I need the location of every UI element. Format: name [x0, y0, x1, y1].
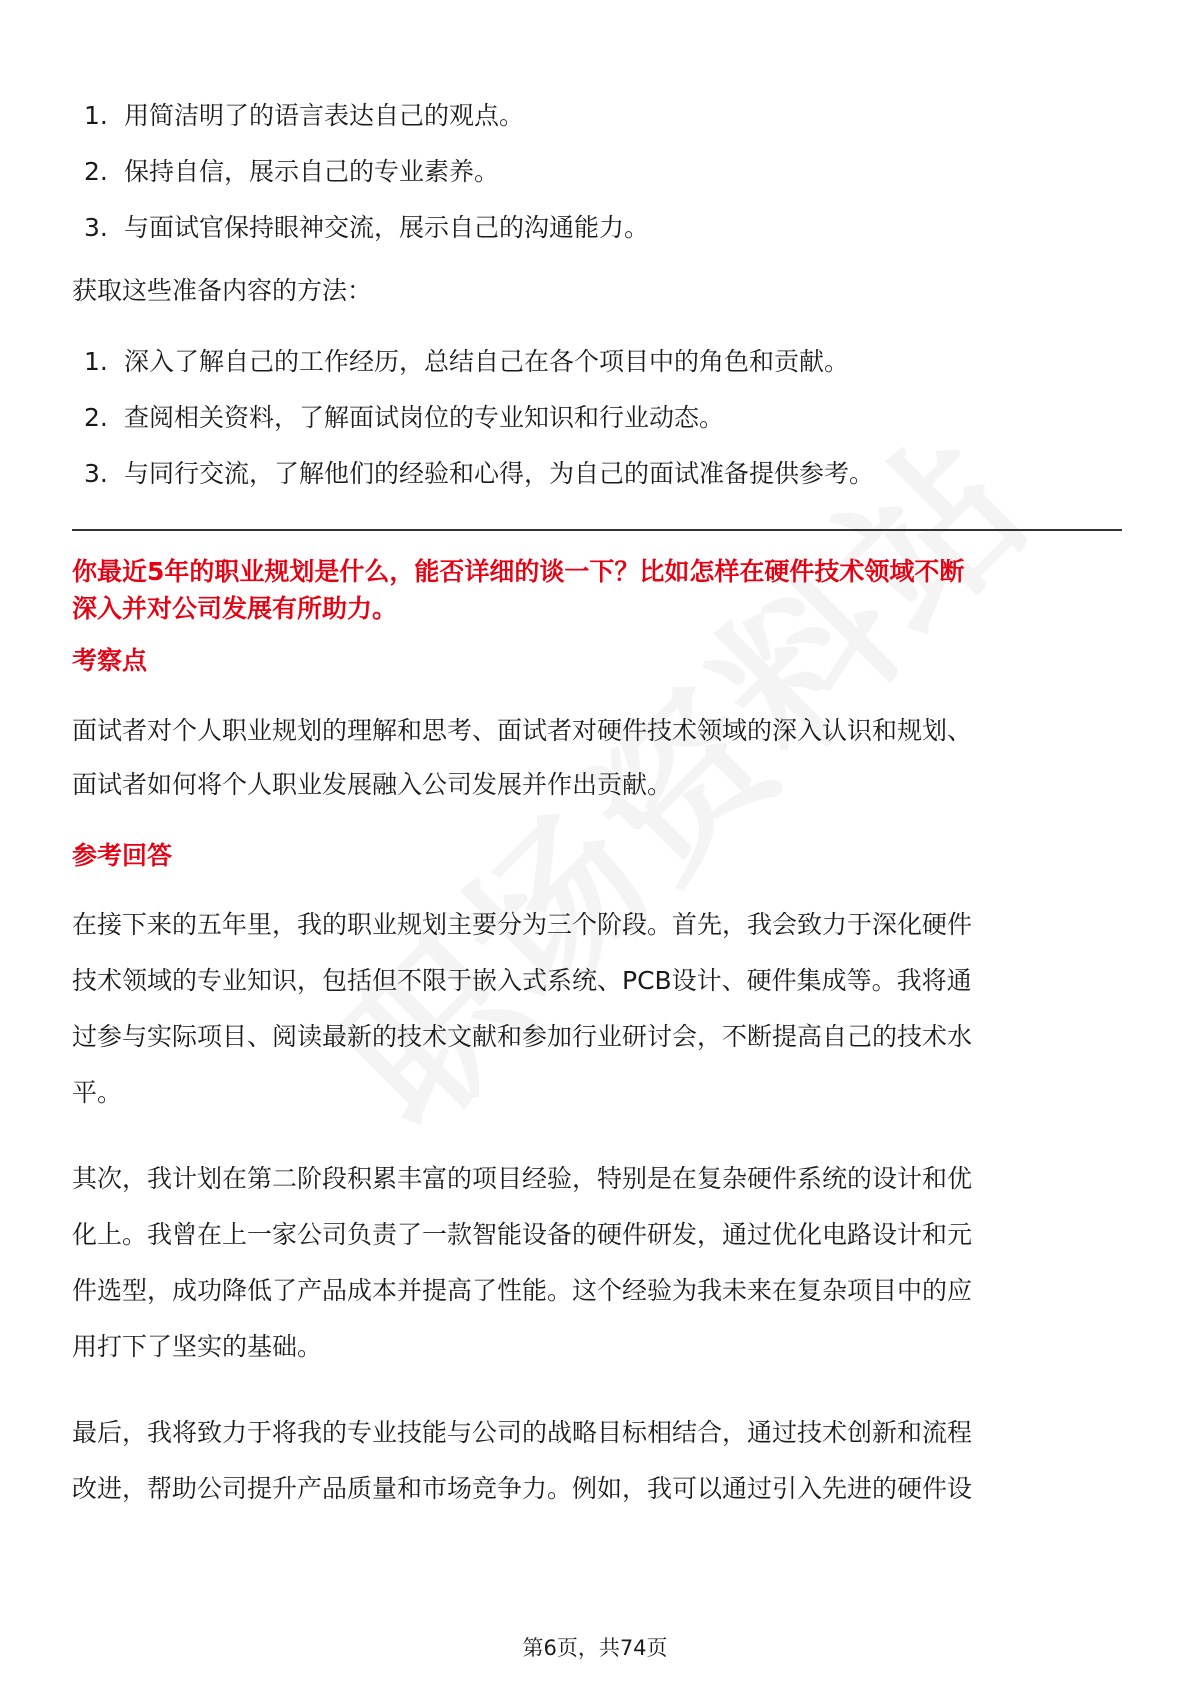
paragraph-gap	[72, 1121, 1122, 1151]
list-item	[72, 400, 1122, 435]
answer-paragraph	[72, 897, 1122, 1121]
list-text: 用简洁明了的语言表达自己的观点。	[124, 101, 525, 130]
list-number: 2.	[84, 403, 108, 432]
paragraph-gap	[72, 1375, 1122, 1405]
text-line: 面试者如何将个人职业发展融入公司发展并作出贡献。	[72, 770, 673, 799]
list-item	[72, 210, 1122, 245]
list-item	[72, 98, 1122, 133]
text-line: 平。	[72, 1078, 123, 1107]
exam-point-title: 考察点	[72, 646, 148, 675]
list-item	[72, 344, 1122, 379]
reference-answer-title: 参考回答	[72, 841, 173, 870]
section-divider	[72, 529, 1122, 531]
list-number: 2.	[84, 157, 108, 186]
list-text: 与面试官保持眼神交流，展示自己的沟通能力。	[124, 213, 650, 242]
exam-point-text	[72, 704, 1122, 812]
tips-list	[72, 98, 1122, 245]
list-item	[72, 456, 1122, 491]
question-line: 深入并对公司发展有所助力。	[72, 594, 398, 623]
text-line: 件选型，成功降低了产品成本并提高了性能。这个经验为我未来在复杂项目中的应	[72, 1276, 973, 1305]
list-text: 与同行交流，了解他们的经验和心得，为自己的面试准备提供参考。	[124, 459, 875, 488]
answer-paragraph	[72, 1405, 1122, 1517]
list-number: 1.	[84, 101, 108, 130]
list-text: 查阅相关资料，了解面试岗位的专业知识和行业动态。	[124, 403, 725, 432]
page-number-footer: 第6页，共74页	[522, 1636, 668, 1660]
text-line: 最后，我将致力于将我的专业技能与公司的战略目标相结合，通过技术创新和流程	[72, 1418, 973, 1447]
list-text: 保持自信，展示自己的专业素养。	[124, 157, 500, 186]
text-line: 用打下了坚实的基础。	[72, 1332, 323, 1361]
list-item	[72, 154, 1122, 189]
text-line: 技术领域的专业知识，包括但不限于嵌入式系统、PCB设计、硬件集成等。我将通	[72, 966, 972, 995]
list-number: 3.	[84, 459, 108, 488]
list-text: 深入了解自己的工作经历，总结自己在各个项目中的角色和贡献。	[124, 347, 850, 376]
methods-intro: 获取这些准备内容的方法：	[72, 276, 373, 305]
text-line: 面试者对个人职业规划的理解和思考、面试者对硬件技术领域的深入认识和规划、	[72, 716, 973, 745]
methods-list	[72, 344, 1122, 491]
text-line: 在接下来的五年里，我的职业规划主要分为三个阶段。首先，我会致力于深化硬件	[72, 910, 973, 939]
answer-paragraph	[72, 1151, 1122, 1375]
interview-question	[72, 553, 1122, 627]
list-number: 1.	[84, 347, 108, 376]
text-line: 过参与实际项目、阅读最新的技术文献和参加行业研讨会，不断提高自己的技术水	[72, 1022, 973, 1051]
list-number: 3.	[84, 213, 108, 242]
text-line: 改进，帮助公司提升产品质量和市场竞争力。例如，我可以通过引入先进的硬件设	[72, 1474, 973, 1503]
page-content	[72, 98, 1122, 1517]
text-line: 其次，我计划在第二阶段积累丰富的项目经验，特别是在复杂硬件系统的设计和优	[72, 1164, 973, 1193]
text-line: 化上。我曾在上一家公司负责了一款智能设备的硬件研发，通过优化电路设计和元	[72, 1220, 973, 1249]
question-line: 你最近5年的职业规划是什么，能否详细的谈一下？比如怎样在硬件技术领域不断	[72, 557, 965, 586]
